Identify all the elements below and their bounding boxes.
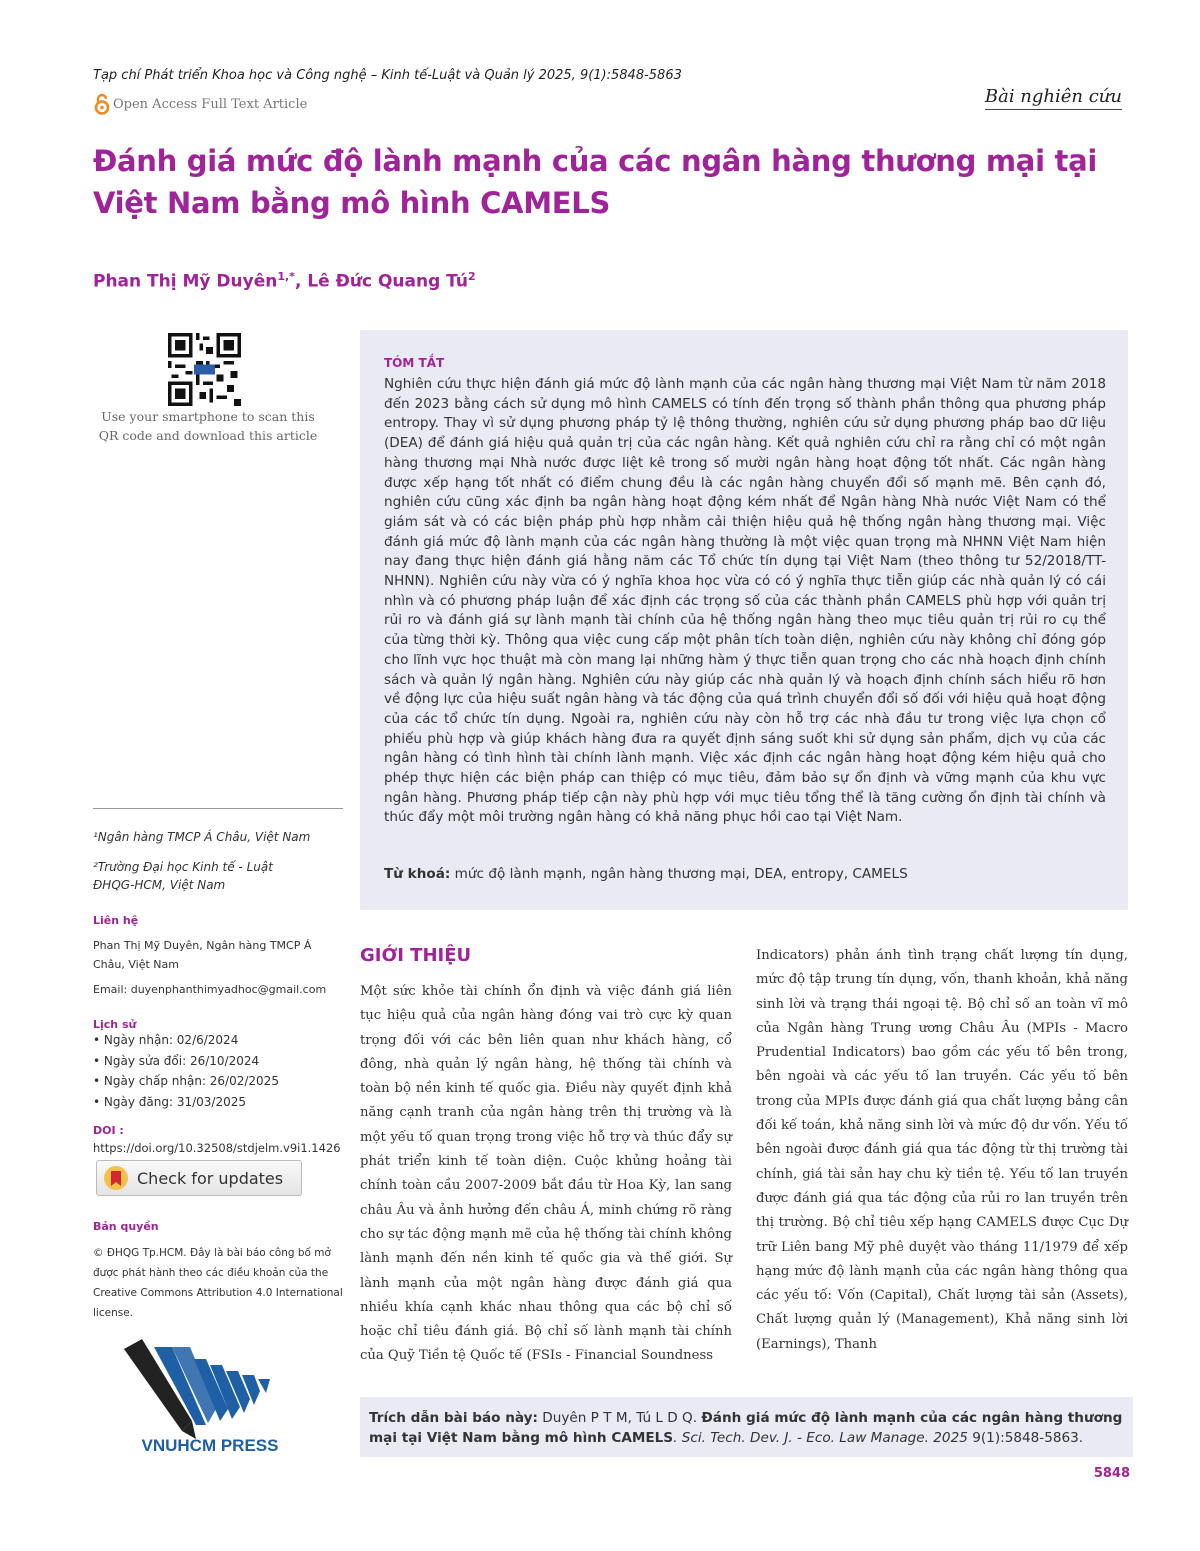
history-heading: Lịch sử — [93, 1018, 137, 1031]
section-heading-intro: GIỚI THIỆU — [360, 945, 472, 966]
doi-heading: DOI : — [93, 1124, 124, 1137]
history-list — [93, 1030, 279, 1112]
contact-email[interactable]: Email: duyenphanthimyadhoc@gmail.com — [93, 983, 327, 996]
citation-label: Trích dẫn bài báo này: — [369, 1410, 538, 1426]
logo-text: VNUHCM PRESS — [141, 1436, 279, 1455]
author-name: Phan Thị Mỹ Duyên — [93, 271, 278, 292]
citation-title: Đánh giá mức độ lành mạnh của các ngân hàng thương mại tại Việt Nam bằng mô hình CAMELS — [369, 1410, 1123, 1446]
author-name: Lê Đức Quang Tú — [307, 271, 468, 292]
citation-volume: 9(1):5848-5863. — [967, 1430, 1084, 1446]
qr-caption: Use your smartphone to scan this QR code and download this article — [98, 409, 318, 443]
keywords-label: Từ khoá: — [384, 866, 451, 882]
author-affil-marker: 2 — [468, 270, 476, 283]
contact-heading: Liên hệ — [93, 914, 139, 927]
sidebar-divider — [93, 808, 343, 809]
copyright-heading: Bản quyền — [93, 1220, 159, 1233]
doi-link[interactable]: https://doi.org/10.32508/stdjelm.v9i1.1426 — [93, 1141, 341, 1155]
history-item: • Ngày sửa đổi: 26/10/2024 — [93, 1051, 279, 1072]
author-separator: , — [294, 271, 308, 292]
history-item: • Ngày chấp nhận: 26/02/2025 — [93, 1071, 279, 1092]
contact-name: Phan Thị Mỹ Duyên, Ngân hàng TMCP Á Châu, Việt Nam — [93, 939, 312, 971]
history-item: • Ngày nhận: 02/6/2024 — [93, 1030, 279, 1051]
article-title: Đánh giá mức độ lành mạnh của các ngân hàng thương mại tại Việt Nam bằng mô hình CAMELS — [93, 144, 1097, 220]
author-affil-marker: 1,* — [277, 270, 295, 283]
author-list — [93, 270, 476, 292]
open-access-icon — [93, 93, 111, 115]
article-type: Bài nghiên cứu — [985, 86, 1122, 110]
page-number: 5848 — [1093, 1466, 1130, 1481]
check-for-updates-label: Check for updates — [137, 1168, 284, 1188]
intro-column-1: Một sức khỏe tài chính ổn định và việc đánh giá liên tục hiệu quả của ngân hàng đóng vai trò cực kỳ quan trọng đối với các bên liên quan như khách hàng, cổ đông, nhà quản lý ngân hàng, hệ thống tài chính và toàn bộ nền kinh tế quốc gia. Điều này quyết định khả năng cạnh tranh của ngân hàng trên thị trường và là một yếu tố quan trọng trong việc hỗ trợ và thúc đẩy sự phát triển kinh tế toàn diện. Cuộc khủng hoảng tài chính toàn cầu 2007-2009 bắt đầu từ Hoa Kỳ, lan sang châu Âu và ảnh hưởng đến châu Á, minh chứng rõ ràng cho sự tác động mạnh mẽ của hệ thống tài chính không lành mạnh đến nền kinh tế quốc gia và thế giới. Sự lành mạnh của một ngân hàng được đánh giá qua nhiều khía cạnh khác nhau thông qua các bộ chỉ số hoặc chỉ tiêu đánh giá. Bộ chỉ số lành mạnh tài chính của Quỹ Tiền tệ Quốc tế (FSIs - Financial Soundness — [360, 984, 732, 1364]
abstract-body: Nghiên cứu thực hiện đánh giá mức độ lành mạnh của các ngân hàng thương mại Việt Nam từ năm 2018 đến 2023 bằng cách sử dụng mô hình CAMELS có tính đến trọng số thành phần thông qua phương pháp entropy. Thay vì sử dụng phương pháp tỷ lệ thông thường, nghiên cứu sử dụng phương pháp bao dữ liệu (DEA) để đánh giá hiệu quả quản trị của các ngân hàng. Kết quả nghiên cứu chỉ ra rằng chỉ có một ngân hàng thương mại Nhà nước được liệt kê trong số mười ngân hàng hoạt động tốt nhất. Các ngân hàng được xếp hạng tốt nhất có điểm chung đều là các ngân hàng chuyển đổi số mạnh mẽ. Bên cạnh đó, nghiên cứu cũng xác định ba ngân hàng hoạt động kém nhất để Ngân hàng Nhà nước Việt Nam có thể giám sát và có các biện pháp phù hợp nhằm cải thiện hiệu quả hệ thống ngân hàng thương mại. Việc đánh giá mức độ lành mạnh của các ngân hàng thường là một việc quan trọng mà NHNN Việt Nam hiện nay đang thực hiện đánh giá hằng năm các Tổ chức tín dụng tại Việt Nam (theo thông tư 52/2018/TT-NHNN). Nghiên cứu này vừa có ý nghĩa khoa học vừa có có ý nghĩa thực tiễn giúp các nhà quản lý có cái nhìn và có phương pháp luận để xác định các trọng số của các thành phần CAMELS phù hợp với quản trị rủi ro và đánh giá sự lành mạnh tài chính của hệ thống ngân hàng theo mục tiêu quản trị rủi ro cụ thể của từng thời kỳ. Thông qua việc cung cấp một phân tích toàn diện, nghiên cứu này không chỉ đóng góp cho lĩnh vực học thuật mà còn mang lại những hàm ý thực tiễn quan trọng cho các nhà hoạch định chính sách và quản lý ngân hàng. Nghiên cứu này giúp các nhà quản lý và hoạch định chính sách hiểu rõ hơn về động lực của hiệu suất ngân hàng và tác động của quá trình chuyển đổi số đối với hiệu quả hoạt động của các tổ chức tín dụng. Ngoài ra, nghiên cứu này còn hỗ trợ các nhà đầu tư trong việc lựa chọn cổ phiếu phù hợp và giúp khách hàng đưa ra quyết định sáng suốt khi sử dụng sản phẩm, dịch vụ của các ngân hàng có tình hình tài chính lành mạnh. Việc xác định các ngân hàng hoạt động kém hiệu quả cho phép thực hiện các biện pháp can thiệp có mục tiêu, đảm bảo sự ổn định và vững mạnh của khu vực ngân hàng. Phương pháp tiếp cận này phù hợp với mục tiêu tổng thể là tăng cường ổn định tài chính và thúc đẩy một môi trường ngân hàng có khả năng phục hồi cao tại Việt Nam. — [384, 376, 1106, 826]
citation-authors: Duyên P T M, Tú L D Q. — [537, 1410, 702, 1426]
abstract-heading: TÓM TẮT — [384, 356, 445, 370]
check-for-updates-button[interactable] — [96, 1160, 302, 1196]
affiliation-1: ¹Ngân hàng TMCP Á Châu, Việt Nam — [93, 830, 311, 844]
open-access-label — [93, 93, 307, 115]
history-item: • Ngày đăng: 31/03/2025 — [93, 1092, 279, 1113]
affiliation-2: ²Trường Đại học Kinh tế - Luật ĐHQG-HCM, Việt Nam — [93, 860, 273, 892]
qr-code-icon[interactable] — [168, 333, 241, 406]
vnuhcm-press-logo — [110, 1335, 310, 1455]
keywords — [384, 866, 908, 882]
citation-journal: . Sci. Tech. Dev. J. - Eco. Law Manage. 2025 — [673, 1430, 968, 1446]
open-access-text: Open Access Full Text Article — [113, 96, 308, 112]
citation — [369, 1408, 1129, 1448]
journal-header: Tạp chí Phát triển Khoa học và Công nghệ – Kinh tế-Luật và Quản lý 2025, 9(1):5848-5863 — [93, 68, 682, 83]
check-updates-icon — [103, 1165, 129, 1191]
license-text: © ĐHQG Tp.HCM. Đây là bài báo công bố mở được phát hành theo các điều khoản của the Creative Commons Attribution 4.0 International license. — [93, 1247, 343, 1319]
keywords-list: mức độ lành mạnh, ngân hàng thương mại, DEA, entropy, CAMELS — [450, 866, 908, 882]
intro-column-2: Indicators) phản ánh tình trạng chất lượng tín dụng, mức độ tập trung tín dụng, vốn, thanh khoản, khả năng sinh lời và trạng thái ngoại tệ. Bộ chỉ số an toàn vĩ mô của Ngân hàng Trung ương Châu Âu (MPIs - Macro Prudential Indicators) bao gồm các yếu tố bên trong, bên ngoài và các yếu tố lan truyền. Các yếu tố bên trong của MPIs được đánh giá qua chất lượng bảng cân đối kế toán, khả năng sinh lời và mức độ dư vốn. Yếu tố bên ngoài được đánh giá qua tác động từ thị trường tài chính, giá tài sản hay chu kỳ tiền tệ. Yếu tố lan truyền được đánh giá qua tác động của rủi ro lan truyền trên thị trường. Bộ chỉ tiêu xếp hạng CAMELS được Cục Dự trữ Liên bang Mỹ phê duyệt vào tháng 11/1979 để xếp hạng mức độ lành mạnh của các ngân hàng thông qua các yếu tố: Vốn (Capital), Chất lượng tài sản (Assets), Chất lượng quản lý (Management), Khả năng sinh lời (Earnings), Thanh — [756, 948, 1128, 1352]
